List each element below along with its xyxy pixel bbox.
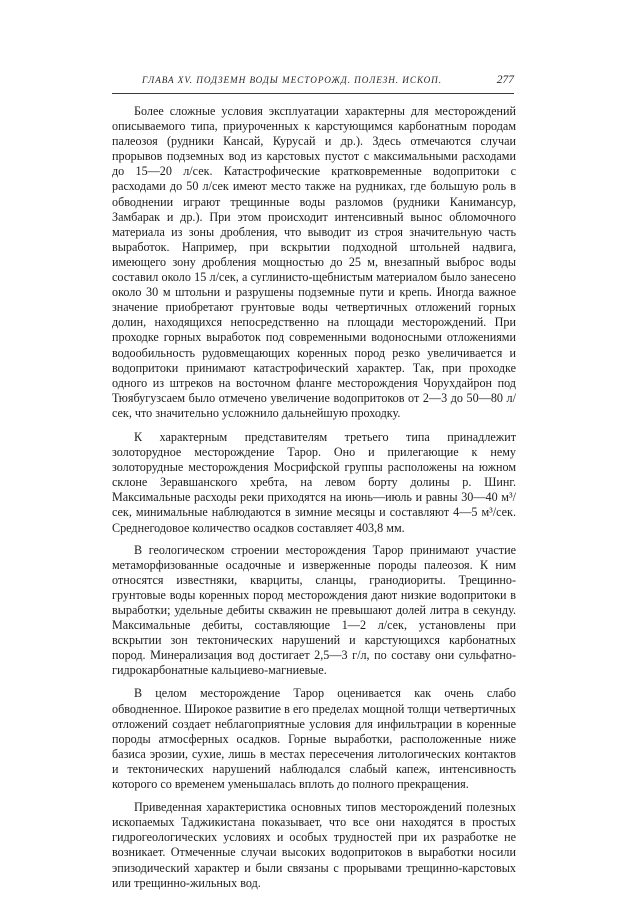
page-header: [112, 75, 514, 91]
paragraph-taror-geology: В геологическом строении месторождения Тарор принимают участие метаморфизованные осадочные и изверженные породы палеозоя. К ним относятся известняки, кварциты, сланцы, гранодиориты. Трещинно-грунтовые воды коренных пород месторождения дают низкие водопритоки в выработки; удельные дебиты скважин не превышают долей литра в секунду. Максимальные дебиты, составляющие 1—2 л/сек, установлены при вскрытии зон тектонических нарушений и карстующихся карбонатных пород. Минерализация вод достигает 2,5—3 г/л, по составу они сульфатно-гидрокарбонатные кальциево-магниевые.: [112, 542, 516, 678]
paragraph-taror-assessment: В целом месторождение Тарор оценивается как очень слабо обводненное. Широкое развитие в его пределах мощной толщи четвертичных отложений создает неблагоприятные условия для инфильтрации в коренные породы атмосферных осадков. Горные выработки, расположенные ниже базиса эрозии, сухие, лишь в местах пересечения литологических контактов и тектонических нарушений наблюдался слабый капеж, интенсивность которого со временем уменьшалась вплоть до полного прекращения.: [112, 686, 516, 792]
paragraph-third-type-taror: К характерным представителям третьего типа принадлежит золоторудное месторождение Тарор. Оно и прилегающие к нему золоторудные месторождения Мосрифской группы расположены на южном склоне Зеравшанского хребта, на левом борту долины р. Шинг. Максимальные расходы реки приходятся на июнь—июль и равны 30—40 м³/сек, минимальные наблюдаются в зимние месяцы и составляют 4—5 м³/сек. Среднегодовое количество осадков составляет 403,8 мм.: [112, 429, 516, 535]
running-title: ГЛАВА XV. ПОДЗЕМН ВОДЫ МЕСТОРОЖД. ПОЛЕЗН. ИСКОП.: [142, 75, 443, 85]
body-text: [112, 104, 516, 900]
paragraph-conclusion: Приведенная характеристика основных типов месторождений полезных ископаемых Таджикистана показывает, что все они находятся в простых гидрогеологических условиях и особых трудностей при их разработке не возникает. Отмеченные случаи высоких водопритоков в выработки носили эпизодический характер и были связаны с прорывами трещинно-карстовых или трещинно-жильных вод.: [112, 800, 516, 890]
header-rule: [112, 93, 514, 94]
paragraph-karst-mining: Более сложные условия эксплуатации характерны для месторождений описываемого типа, приуроченных к карстующимся карбонатным породам палеозоя (рудники Кансай, Курусай и др.). Здесь отмечаются случаи прорывов подземных вод из карстовых пустот с максимальными расходами до 15—20 л/сек. Катастрофические кратковременные водопритоки с расходами до 50 л/сек имеют место также на рудниках, где большую роль в обводнении играют трещинные воды разломов (рудники Канимансур, Замбарак и др.). При этом происходит интенсивный вынос обломочного материала из зоны дробления, что выводит из строя значительную часть выработок. Например, при вскрытии подходной штольней надвига, имеющего зону дробления мощностью до 25 м, внезапный выброс воды составил около 15 л/сек, а суглинисто-щебнистым материалом было занесено около 30 м штольни и разрушены подземные пути и крепь. Иногда важное значение приобретают грунтовые воды четвертичных отложений горных долин, находящихся непосредственно на площади месторождений. При проходке горных выработок под современными водоносными отложениями водообильность рудовмещающих коренных пород резко увеличивается и водопритоки принимают катастрофический характер. Так, при проходке одного из штреков на восточном фланге месторождения Чорухдайрон под Тюябугузсаем было отмечено увеличение водопритоков от 2—3 до 50—80 л/сек, что значительно усложнило дальнейшую проходку.: [112, 104, 516, 420]
page-number: 277: [496, 74, 514, 86]
